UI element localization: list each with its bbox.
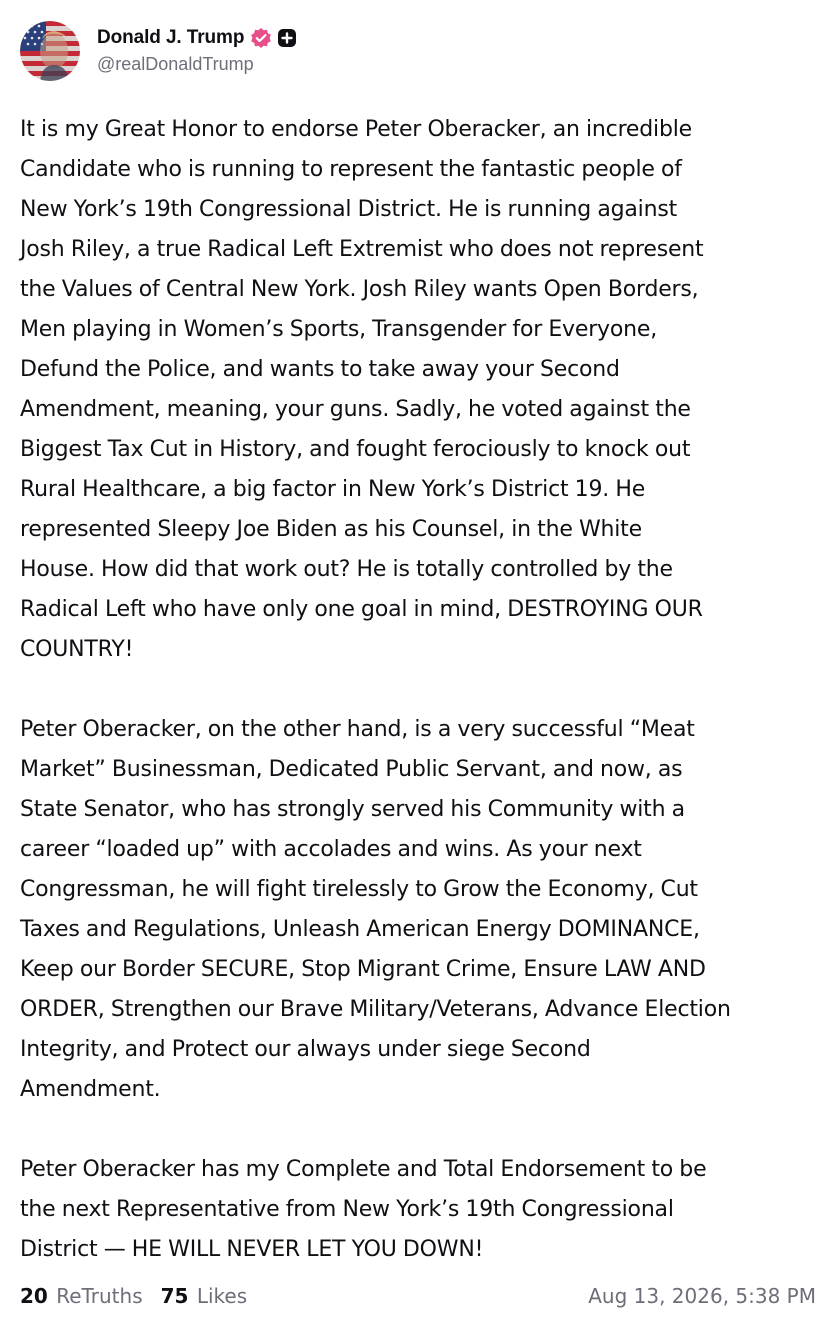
verified-badge-icon (250, 27, 272, 49)
flag-portrait-avatar-icon (20, 21, 80, 81)
post-paragraph: It is my Great Honor to endorse Peter Oberacker, an incredible Candidate who is running to represent the fantastic people of New York’s 19th Congressional District. He is running against Josh Riley, a true Radical Left Extremist who does not represent the Values of Central New York. Josh Riley wants Open Borders, Men playing in Women’s Sports, Transgender for Everyone, Defund the Police, and wants to take away your Second Amendment, meaning, your guns. Sadly, he voted against the Biggest Tax Cut in History, and fought ferociously to knock out Rural Healthcare, a big factor in New York’s District 19. He represented Sleepy Joe Biden as his Counsel, in the White House. How did that work out? He is totally controlled by the Radical Left who have only one goal in mind, DESTROYING OUR COUNTRY! (20, 117, 704, 662)
handle[interactable]: @realDonaldTrump (97, 53, 254, 74)
likes-label: Likes (196, 1284, 248, 1308)
post-body (20, 110, 830, 1270)
avatar[interactable] (20, 21, 80, 81)
likes-stat[interactable] (161, 1284, 248, 1308)
post-stats (20, 1284, 265, 1308)
post-paragraph: Peter Oberacker, on the other hand, is a very successful “Meat Market” Businessman, Dedicated Public Servant, and now, as State Senator, who has strongly served his Community with a career “loaded up” with accolades and wins. As your next Congressman, he will fight tirelessly to Grow the Economy, Cut Taxes and Regulations, Unleash American Energy DOMINANCE, Keep our Border SECURE, Stop Migrant Crime, Ensure LAW AND ORDER, Strengthen our Brave Military/Veterans, Advance Election Integrity, and Protect our always under siege Second Amendment. (20, 717, 731, 1102)
name-row (97, 24, 297, 52)
plus-badge-icon (277, 28, 297, 48)
post-timestamp[interactable]: Aug 13, 2026, 5:38 PM (588, 1284, 816, 1308)
likes-count: 75 (160, 1284, 189, 1308)
post-header (20, 20, 297, 82)
post-footer (20, 1278, 816, 1314)
author-names (97, 24, 297, 75)
retruths-count: 20 (20, 1284, 48, 1308)
retruths-label: ReTruths (56, 1284, 143, 1308)
display-name[interactable]: Donald J. Trump (97, 26, 245, 48)
retruths-stat[interactable] (20, 1284, 143, 1308)
post-paragraph: Peter Oberacker has my Complete and Total Endorsement to be the next Representative from New York’s 19th Congressional District — HE WILL NEVER LET YOU DOWN! (20, 1157, 707, 1262)
